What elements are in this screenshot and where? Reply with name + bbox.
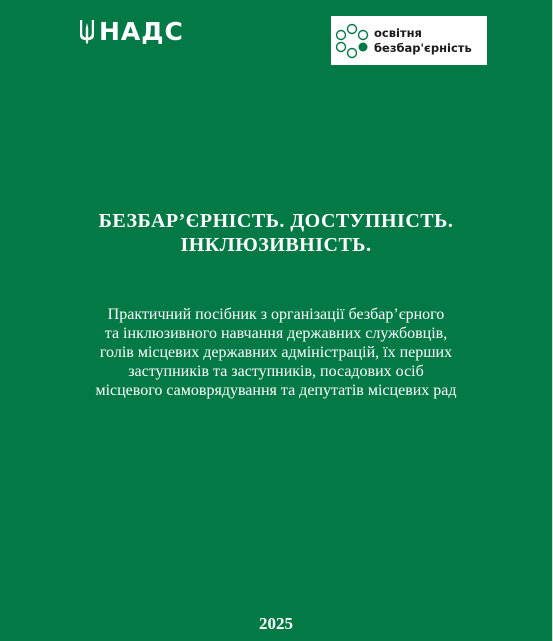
document-title bbox=[0, 209, 552, 257]
dots-icon bbox=[334, 23, 370, 59]
partner-logo bbox=[331, 16, 487, 65]
title-line-1: БЕЗБАР’ЄРНІСТЬ. ДОСТУПНІСТЬ. bbox=[98, 210, 454, 232]
title-line-2: ІНКЛЮЗИВНІСТЬ. bbox=[180, 234, 372, 256]
partner-logo-line1: освітня bbox=[374, 25, 422, 40]
subtitle-line-4: заступників та заступників, посадових осіб bbox=[128, 363, 424, 380]
partner-logo-text bbox=[374, 26, 472, 56]
subtitle-line-1: Практичний посібник з організації безбар’єрного bbox=[107, 306, 445, 323]
publication-year: 2025 bbox=[259, 614, 293, 633]
partner-logo-line2: безбар'єрність bbox=[374, 40, 472, 55]
subtitle-line-5: місцевого самоврядування та депутатів місцевих рад bbox=[95, 382, 457, 399]
subtitle-line-3: голів місцевих державних адміністрацій, їх перших bbox=[99, 344, 453, 361]
document-subtitle bbox=[0, 305, 552, 400]
trident-icon bbox=[79, 19, 95, 45]
nads-logo-text: НАДС bbox=[99, 17, 184, 46]
nads-logo bbox=[79, 17, 184, 47]
subtitle-line-2: та інклюзивного навчання державних службовців, bbox=[104, 325, 448, 342]
